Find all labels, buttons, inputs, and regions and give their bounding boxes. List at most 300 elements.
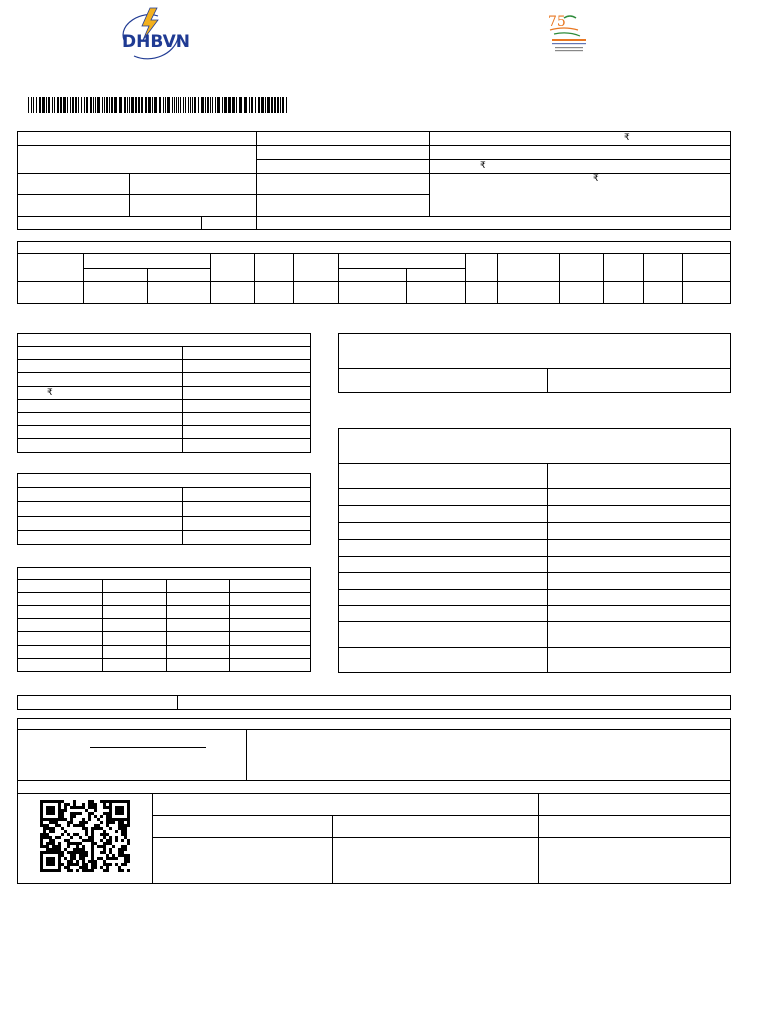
- qr-module: [127, 842, 130, 845]
- barcode-bar: [176, 97, 177, 113]
- qr-module: [106, 863, 109, 866]
- barcode-bar: [129, 97, 130, 113]
- qr-module: [121, 854, 124, 857]
- qr-module: [94, 866, 97, 869]
- qr-module: [106, 824, 109, 827]
- qr-module: [124, 827, 127, 830]
- qr-module: [82, 824, 85, 827]
- table-divider: [17, 372, 311, 373]
- qr-module: [64, 857, 67, 860]
- qr-module: [64, 848, 67, 851]
- qr-module: [67, 821, 70, 824]
- barcode-bar: [267, 97, 270, 113]
- qr-module: [70, 854, 73, 857]
- qr-module: [58, 848, 61, 851]
- qr-module: [94, 863, 97, 866]
- qr-module: [91, 830, 94, 833]
- table-divider: [17, 145, 731, 146]
- barcode-bar: [93, 97, 94, 113]
- table-divider: [182, 487, 183, 545]
- qr-module: [91, 836, 94, 839]
- qr-module: [103, 833, 106, 836]
- qr-module: [49, 848, 52, 851]
- qr-module: [67, 833, 70, 836]
- qr-module: [82, 845, 85, 848]
- barcode-bar: [255, 97, 256, 113]
- table-divider: [17, 631, 311, 632]
- qr-module: [91, 869, 94, 872]
- qr-module: [85, 827, 88, 830]
- qr-module: [115, 857, 118, 860]
- table-divider: [338, 556, 731, 557]
- qr-module: [109, 827, 112, 830]
- table-divider: [338, 621, 731, 622]
- qr-module: [91, 839, 94, 842]
- rupee-symbol: ₹: [624, 132, 630, 142]
- qr-module: [121, 863, 124, 866]
- table-divider: [17, 173, 731, 174]
- table-divider: [83, 253, 84, 304]
- qr-module: [61, 812, 64, 815]
- qr-module: [70, 863, 73, 866]
- table-divider: [17, 530, 311, 531]
- table-divider: [338, 539, 731, 540]
- qr-module: [88, 869, 91, 872]
- barcode-bar: [46, 97, 47, 113]
- barcode-bar: [141, 97, 143, 113]
- qr-module: [118, 854, 121, 857]
- table-divider: [17, 281, 731, 282]
- qr-module: [58, 842, 61, 845]
- qr-module: [124, 863, 127, 866]
- table-divider: [147, 268, 148, 304]
- qr-module: [121, 827, 124, 830]
- barcode-bar: [72, 97, 74, 113]
- qr-module: [109, 851, 112, 854]
- qr-module: [79, 806, 82, 809]
- qr-module: [94, 842, 97, 845]
- qr-module: [127, 860, 130, 863]
- barcode-bar: [36, 97, 37, 113]
- qr-module: [82, 857, 85, 860]
- barcode-bar: [148, 97, 151, 113]
- qr-module: [55, 836, 58, 839]
- qr-module: [91, 806, 94, 809]
- signature-section: [17, 718, 731, 781]
- barcode-bar: [183, 97, 184, 113]
- qr-module: [88, 815, 91, 818]
- qr-module: [58, 836, 61, 839]
- barcode-bar: [135, 97, 137, 113]
- qr-module: [52, 827, 55, 830]
- qr-module: [70, 836, 73, 839]
- barcode-bar: [212, 97, 213, 113]
- barcode-bar: [60, 97, 62, 113]
- barcode-bar: [28, 97, 29, 113]
- qr-module: [82, 866, 85, 869]
- qr-module: [85, 869, 88, 872]
- qr-module: [46, 845, 49, 848]
- qr-module: [70, 869, 73, 872]
- table-divider: [152, 793, 153, 884]
- qr-module: [67, 824, 70, 827]
- left-table-c: [17, 567, 311, 672]
- qr-module: [91, 848, 94, 851]
- qr-module: [55, 848, 58, 851]
- qr-module: [79, 866, 82, 869]
- barcode-bar: [154, 97, 157, 113]
- qr-module: [85, 851, 88, 854]
- qr-module: [43, 833, 46, 836]
- qr-module: [49, 827, 52, 830]
- qr-module: [46, 806, 55, 815]
- signature-line: [90, 747, 206, 748]
- qr-module: [106, 812, 109, 815]
- barcode-bar: [192, 97, 193, 113]
- barcode-bar: [271, 97, 273, 113]
- barcode-bar: [159, 97, 161, 113]
- qr-module: [100, 857, 103, 860]
- barcode-bar: [104, 97, 105, 113]
- table-divider: [17, 729, 731, 730]
- table-divider: [17, 793, 731, 794]
- qr-module: [118, 851, 121, 854]
- qr-module: [91, 803, 94, 806]
- table-divider: [182, 346, 183, 453]
- dhbvn-logo: [112, 6, 192, 64]
- qr-module: [91, 845, 94, 848]
- qr-module: [61, 809, 64, 812]
- table-divider: [338, 463, 731, 464]
- qr-module: [115, 830, 118, 833]
- barcode-bar: [67, 97, 68, 113]
- qr-module: [106, 821, 109, 824]
- qr-module: [61, 851, 64, 854]
- table-divider: [17, 194, 429, 195]
- qr-module: [49, 839, 52, 842]
- qr-module: [100, 821, 103, 824]
- table-divider: [547, 463, 548, 673]
- qr-module: [103, 851, 106, 854]
- qr-module: [85, 839, 88, 842]
- barcode-bar: [48, 97, 50, 113]
- qr-module: [40, 821, 43, 824]
- qr-module: [97, 827, 100, 830]
- qr-module: [121, 824, 124, 827]
- qr-module: [103, 803, 106, 806]
- barcode-bar: [277, 97, 279, 113]
- qr-module: [82, 839, 85, 842]
- barcode-bar: [70, 97, 71, 113]
- qr-module: [73, 812, 76, 815]
- qr-module: [94, 860, 97, 863]
- qr-module: [61, 800, 64, 803]
- barcode-bar: [95, 97, 96, 113]
- qr-module: [52, 845, 55, 848]
- qr-module: [55, 845, 58, 848]
- table-divider: [17, 487, 311, 488]
- qr-module: [109, 848, 112, 851]
- table-divider: [465, 253, 466, 304]
- table-divider: [256, 159, 731, 160]
- table-divider: [166, 579, 167, 672]
- qr-module: [64, 866, 67, 869]
- qr-module: [115, 836, 118, 839]
- qr-module: [112, 854, 115, 857]
- qr-module: [106, 842, 109, 845]
- qr-module: [121, 851, 124, 854]
- table-divider: [229, 579, 230, 672]
- qr-module: [103, 800, 106, 803]
- qr-module: [79, 821, 82, 824]
- qr-module: [55, 824, 58, 827]
- barcode-bar: [63, 97, 66, 113]
- barcode-bar: [145, 97, 147, 113]
- qr-module: [121, 839, 124, 842]
- barcode-bar: [114, 97, 117, 113]
- table-divider: [17, 216, 731, 217]
- barcode-bar: [97, 97, 100, 113]
- qr-module: [64, 839, 67, 842]
- barcode-bar: [84, 97, 85, 113]
- qr-module: [76, 848, 79, 851]
- barcode-bar: [201, 97, 204, 113]
- qr-module: [103, 812, 106, 815]
- qr-module: [91, 860, 94, 863]
- qr-module: [124, 857, 127, 860]
- qr-module: [70, 821, 73, 824]
- right-table-d: [338, 333, 731, 393]
- barcode-bar: [152, 97, 153, 113]
- barcode-bar: [90, 97, 92, 113]
- barcode-bar: [185, 97, 186, 113]
- table-divider: [17, 438, 311, 439]
- qr-module: [67, 863, 70, 866]
- qr-module: [91, 854, 94, 857]
- table-divider: [338, 605, 731, 606]
- qr-module: [52, 830, 55, 833]
- qr-module: [124, 830, 127, 833]
- table-divider: [406, 268, 407, 304]
- qr-module: [109, 836, 112, 839]
- qr-module: [76, 806, 79, 809]
- qr-module: [85, 866, 88, 869]
- barcode-bar: [210, 97, 211, 113]
- qr-module: [109, 842, 112, 845]
- table-divider: [17, 412, 311, 413]
- qr-module: [79, 842, 82, 845]
- qr-module: [67, 866, 70, 869]
- qr-module: [46, 857, 55, 866]
- qr-module: [79, 848, 82, 851]
- qr-module: [73, 833, 76, 836]
- qr-module: [106, 818, 109, 821]
- qr-module: [73, 863, 76, 866]
- qr-module: [88, 803, 91, 806]
- qr-module: [43, 845, 46, 848]
- barcode-bar: [165, 97, 166, 113]
- barcode-bar: [75, 97, 77, 113]
- qr-module: [73, 806, 76, 809]
- qr-module: [82, 851, 85, 854]
- qr-module: [46, 842, 49, 845]
- qr-module: [121, 869, 124, 872]
- qr-module: [70, 851, 73, 854]
- qr-module: [46, 824, 49, 827]
- qr-module: [100, 815, 103, 818]
- qr-module: [76, 824, 79, 827]
- qr-module: [100, 800, 103, 803]
- qr-module: [82, 821, 85, 824]
- table-divider: [152, 815, 731, 816]
- table-divider: [210, 253, 211, 304]
- barcode-bar: [180, 97, 181, 113]
- barcode-bar: [261, 97, 264, 113]
- qr-module: [73, 815, 76, 818]
- qr-module: [121, 845, 124, 848]
- table-divider: [17, 658, 311, 659]
- qr-module: [70, 818, 73, 821]
- qr-module: [124, 824, 127, 827]
- barcode-bar: [102, 97, 103, 113]
- qr-module: [91, 857, 94, 860]
- barcode-bar: [265, 97, 266, 113]
- barcode-bar: [138, 97, 140, 113]
- qr-module: [61, 863, 64, 866]
- qr-module: [88, 806, 91, 809]
- table-divider: [338, 647, 731, 648]
- qr-module: [61, 827, 64, 830]
- svg-text:75: 75: [548, 14, 566, 30]
- qr-module: [100, 839, 103, 842]
- table-divider: [338, 572, 731, 573]
- qr-module: [40, 845, 43, 848]
- barcode-bar: [224, 97, 227, 113]
- table-divider: [497, 253, 498, 304]
- table-divider: [246, 729, 247, 781]
- rupee-symbol: ₹: [47, 387, 53, 397]
- qr-module: [94, 803, 97, 806]
- qr-module: [64, 818, 67, 821]
- table-divider: [17, 399, 311, 400]
- qr-module: [49, 836, 52, 839]
- qr-module: [118, 821, 121, 824]
- table-divider: [338, 505, 731, 506]
- table-divider: [332, 815, 333, 884]
- qr-module: [52, 842, 55, 845]
- barcode-bar: [286, 97, 287, 113]
- qr-module: [124, 833, 127, 836]
- qr-module: [118, 869, 121, 872]
- qr-module: [103, 830, 106, 833]
- barcode-bar: [205, 97, 206, 113]
- barcode-bar: [31, 97, 32, 113]
- qr-module: [76, 842, 79, 845]
- qr-module: [127, 821, 130, 824]
- qr-module: [97, 845, 100, 848]
- table-divider: [17, 346, 311, 347]
- qr-module: [127, 869, 130, 872]
- qr-module: [106, 869, 109, 872]
- qr-module: [109, 863, 112, 866]
- barcode-bar: [249, 97, 250, 113]
- qr-module: [61, 854, 64, 857]
- qr-module: [70, 806, 73, 809]
- qr-module: [49, 821, 52, 824]
- barcode-bar: [127, 97, 128, 113]
- barcode-bar: [39, 97, 41, 113]
- qr-module: [46, 833, 49, 836]
- qr-module: [88, 800, 91, 803]
- barcode-bar: [54, 97, 55, 113]
- table-divider: [254, 253, 255, 304]
- barcode-bar: [215, 97, 216, 113]
- rupee-symbol: ₹: [480, 160, 486, 170]
- qr-module: [106, 833, 109, 836]
- qr-module: [118, 824, 121, 827]
- qr-module: [91, 812, 94, 815]
- qr-module: [67, 860, 70, 863]
- qr-module: [70, 857, 73, 860]
- qr-module: [70, 812, 73, 815]
- qr-module: [73, 803, 76, 806]
- qr-module: [73, 842, 76, 845]
- azadi-ka-amrit-mahotsav-logo: [544, 12, 596, 54]
- table-divider: [538, 793, 539, 884]
- qr-module: [88, 836, 91, 839]
- table-divider: [643, 253, 644, 304]
- qr-module: [106, 800, 109, 803]
- qr-module: [73, 854, 76, 857]
- table-divider: [17, 501, 311, 502]
- qr-module: [61, 818, 64, 821]
- qr-module: [67, 869, 70, 872]
- qr-module: [127, 857, 130, 860]
- barcode: [28, 97, 290, 113]
- barcode-bar: [236, 97, 237, 113]
- barcode-bar: [178, 97, 179, 113]
- qr-module: [43, 827, 46, 830]
- qr-module: [79, 854, 82, 857]
- qr-module: [106, 857, 109, 860]
- rupee-symbol: ₹: [593, 173, 599, 183]
- qr-module: [127, 854, 130, 857]
- qr-module: [73, 857, 76, 860]
- qr-module: [49, 830, 52, 833]
- qr-module: [118, 827, 121, 830]
- qr-module: [91, 842, 94, 845]
- qr-module: [88, 860, 91, 863]
- left-table-b: [17, 473, 311, 545]
- barcode-bar: [42, 97, 45, 113]
- table-divider: [17, 253, 731, 254]
- barcode-bar: [258, 97, 260, 113]
- table-divider: [338, 253, 339, 304]
- qr-module: [79, 824, 82, 827]
- qr-module: [106, 866, 109, 869]
- qr-module: [73, 848, 76, 851]
- qr-module: [76, 833, 79, 836]
- qr-module: [85, 833, 88, 836]
- table-divider: [17, 425, 311, 426]
- barcode-bar: [81, 97, 82, 113]
- qr-module: [70, 842, 73, 845]
- qr-module: [121, 848, 124, 851]
- qr-module: [61, 833, 64, 836]
- qr-module: [124, 848, 127, 851]
- barcode-bar: [282, 97, 284, 113]
- qr-module: [127, 824, 130, 827]
